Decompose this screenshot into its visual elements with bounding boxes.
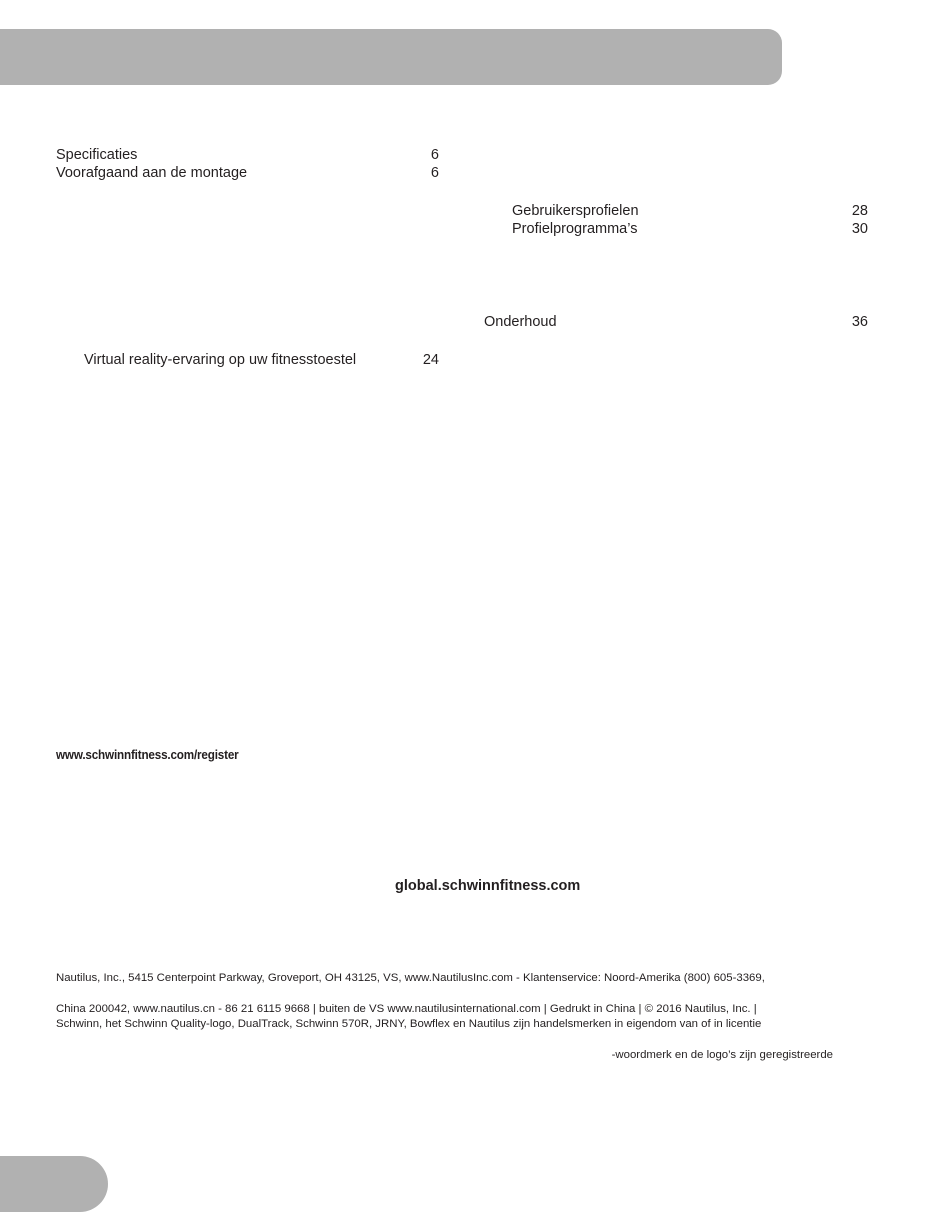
legal-contact-line: China 200042, www.nautilus.cn - 86 21 6115 9668 | buiten de VS www.nautilusinternational.com | Gedrukt in China | © 2016 Nautilus, Inc. | [56,1003,757,1015]
toc-label: Virtual reality-ervaring op uw fitnesstoestel [84,352,357,368]
toc-page-number: 28 [851,203,868,219]
legal-address-line: Nautilus, Inc., 5415 Centerpoint Parkway, Groveport, OH 43125, VS, www.NautilusInc.com - Klantenservice: Noord-Amerika (800) 605-3369, [56,972,765,984]
toc-page-number: 6 [430,147,439,163]
toc-page-number: 36 [851,314,868,330]
page-tab [0,1156,108,1212]
header-bar [0,29,782,85]
global-site-link[interactable]: global.schwinnfitness.com [395,878,581,894]
toc-label: Voorafgaand aan de montage [56,165,248,181]
legal-registered-line: -woordmerk en de logo’s zijn geregistreerde [611,1049,833,1061]
toc-label: Profielprogramma’s [512,221,638,237]
legal-trademark-line: Schwinn, het Schwinn Quality-logo, DualTrack, Schwinn 570R, JRNY, Bowflex en Nautilus zijn handelsmerken in eigendom van of in licentie [56,1018,762,1030]
toc-label: Specificaties [56,147,138,163]
toc-label: Onderhoud [484,314,557,330]
toc-page-number: 30 [851,221,868,237]
toc-page-number: 24 [422,352,439,368]
toc-page-number: 6 [430,165,439,181]
register-link[interactable]: www.schwinnfitness.com/register [56,747,239,762]
toc-label: Gebruikersprofielen [512,203,639,219]
